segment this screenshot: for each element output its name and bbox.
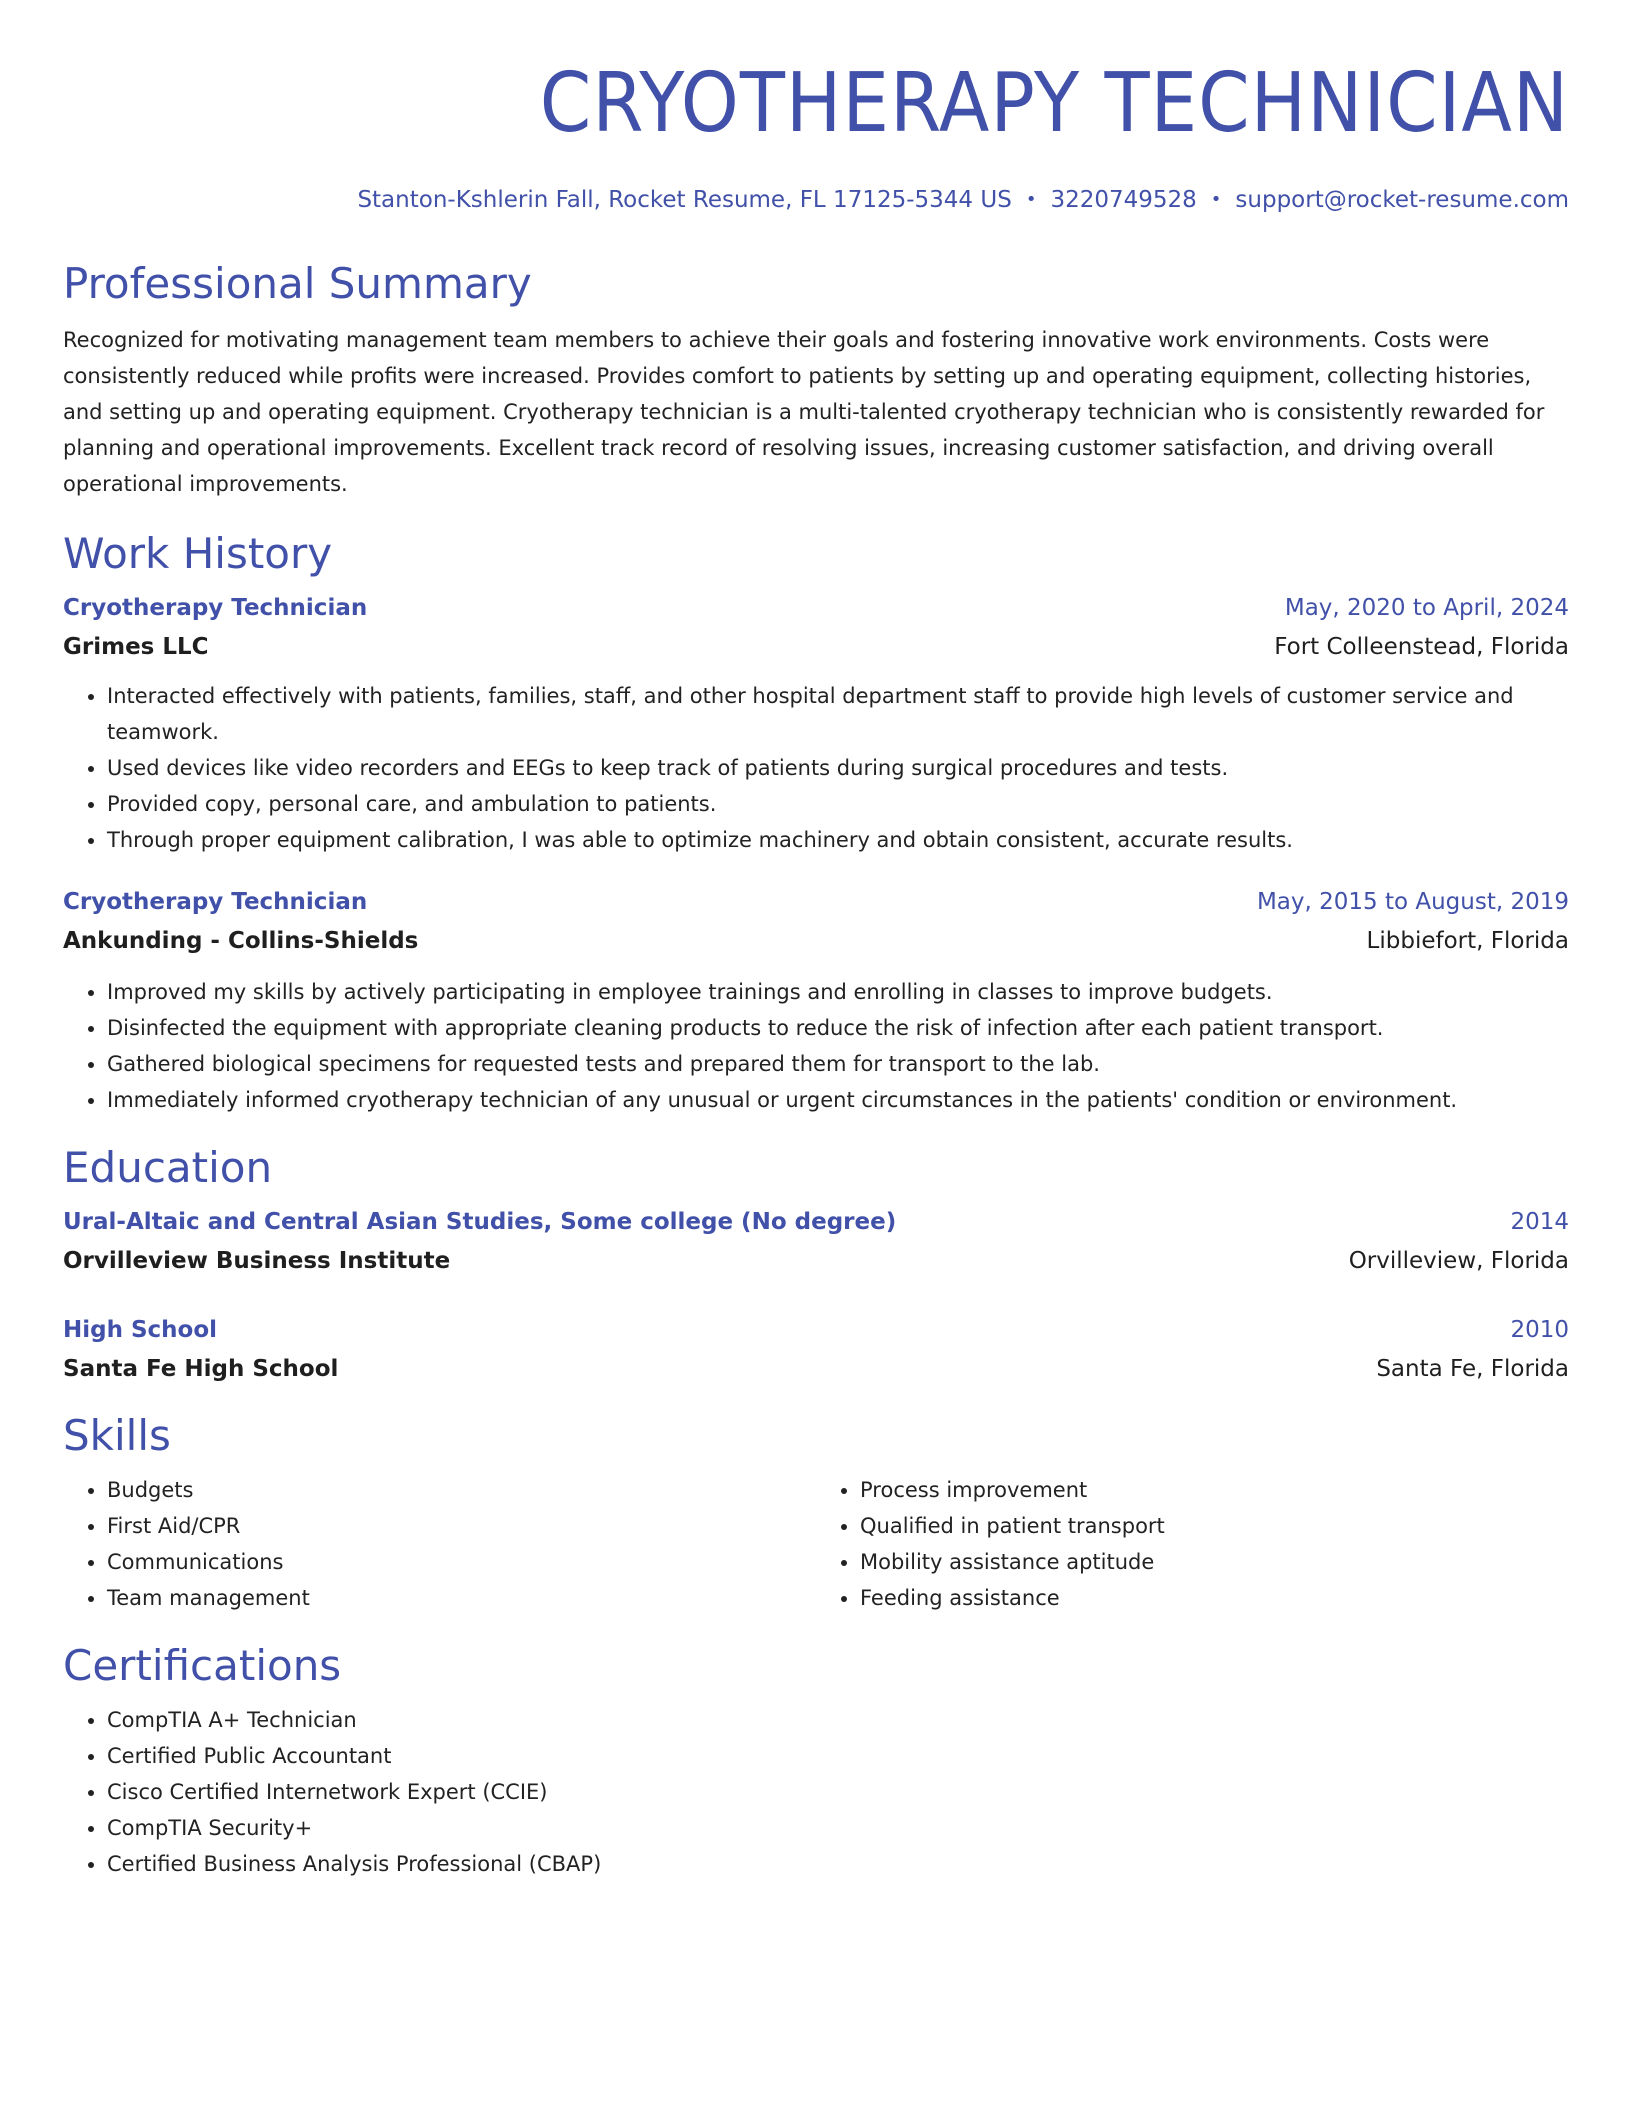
list-item: • Through proper equipment calibration, I was able to optimize machinery and obtain consistent, accurate results. [107,822,1569,858]
education-year: 2014 [1510,1209,1569,1235]
job-company: Grimes LLC [63,634,209,660]
job-dates: May, 2020 to April, 2024 [1284,595,1569,621]
skill-item: • First Aid/CPR [107,1508,816,1544]
skills-list-right [816,1472,1569,1616]
list-item: • Improved my skills by actively participating in employee trainings and enrolling in classes to improve budgets. [107,974,1569,1010]
skill-item: • Team management [107,1580,816,1616]
list-item: • Immediately informed cryotherapy technician of any unusual or urgent circumstances in the patients' condition or environment. [107,1082,1569,1118]
education-degree: High School [63,1317,218,1343]
candidate-title: CRYOTHERAPY TECHNICIAN [539,56,1569,151]
job-role: Cryotherapy Technician [63,889,368,915]
skill-item: • Mobility assistance aptitude [860,1544,1569,1580]
skill-item: • Feeding assistance [860,1580,1569,1616]
skill-item: • Budgets [107,1472,816,1508]
job-role: Cryotherapy Technician [63,595,368,621]
list-item: • Used devices like video recorders and EEGs to keep track of patients during surgical procedures and tests. [107,750,1569,786]
skills-list-left [63,1472,816,1616]
bullet-separator: • [1025,189,1037,210]
job-bullets [63,974,1569,1118]
education-school: Santa Fe High School [63,1356,339,1382]
education-location: Orvilleview, Florida [1348,1248,1569,1274]
job-subheader [63,922,1569,960]
certification-item: • Certified Business Analysis Professional (CBAP) [107,1846,1569,1882]
education-location: Santa Fe, Florida [1376,1356,1569,1382]
job-entry [63,882,1569,1118]
job-dates: May, 2015 to August, 2019 [1256,889,1569,915]
contact-line [63,184,1569,216]
education-header [63,1202,1569,1242]
job-location: Fort Colleenstead, Florida [1274,634,1569,660]
section-title-work-history: Work History [63,529,333,578]
contact-phone: 3220749528 [1050,187,1197,213]
education-degree: Ural-Altaic and Central Asian Studies, Some college (No degree) [63,1209,897,1235]
list-item: • Provided copy, personal care, and ambulation to patients. [107,786,1569,822]
education-subheader [63,1242,1569,1280]
education-school: Orvilleview Business Institute [63,1248,451,1274]
skill-item: • Communications [107,1544,816,1580]
job-subheader [63,628,1569,666]
job-company: Ankunding - Collins-Shields [63,928,419,954]
education-subheader [63,1350,1569,1388]
job-header [63,588,1569,628]
certification-item: • Cisco Certified Internetwork Expert (CCIE) [107,1774,1569,1810]
skill-item: • Process improvement [860,1472,1569,1508]
list-item: • Interacted effectively with patients, families, staff, and other hospital department staff to provide high levels of customer service and teamwork. [107,678,1569,750]
contact-email[interactable]: support@rocket-resume.com [1235,187,1569,213]
section-title-education: Education [63,1143,273,1192]
skills-grid [63,1472,1569,1616]
list-item: • Gathered biological specimens for requested tests and prepared them for transport to the lab. [107,1046,1569,1082]
section-title-summary: Professional Summary [63,259,532,308]
section-title-skills: Skills [63,1411,171,1460]
certification-item: • CompTIA Security+ [107,1810,1569,1846]
contact-address: Stanton-Kshlerin Fall, Rocket Resume, FL 17125-5344 US [357,187,1012,213]
job-header [63,882,1569,922]
education-year: 2010 [1510,1317,1569,1343]
job-bullets [63,678,1569,858]
list-item: • Disinfected the equipment with appropriate cleaning products to reduce the risk of infection after each patient transport. [107,1010,1569,1046]
certifications-list [63,1702,1569,1882]
certification-item: • Certified Public Accountant [107,1738,1569,1774]
education-entry [63,1202,1569,1280]
section-title-certifications: Certifications [63,1641,342,1690]
education-header [63,1310,1569,1350]
education-entry [63,1310,1569,1388]
skill-item: • Qualified in patient transport [860,1508,1569,1544]
summary-text: Recognized for motivating management team members to achieve their goals and fostering innovative work environments. Costs were consistently reduced while profits were increased. Provides comfort to patients by setting up and operating equipment, collecting histories, and setting up and operating equipment. Cryotherapy technician is a multi-talented cryotherapy technician who is consistently rewarded for planning and operational improvements. Excellent track record of resolving issues, increasing customer satisfaction, and driving overall operational improvements. [63,328,1545,496]
job-entry [63,588,1569,858]
job-location: Libbiefort, Florida [1366,928,1569,954]
certification-item: • CompTIA A+ Technician [107,1702,1569,1738]
bullet-separator: • [1210,189,1222,210]
